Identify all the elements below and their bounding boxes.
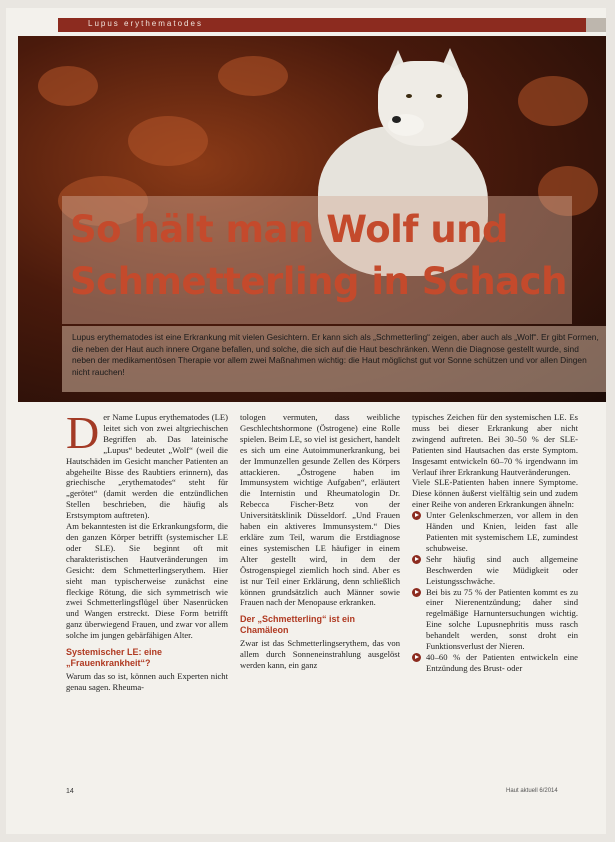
drop-cap: D <box>66 407 100 458</box>
hero-photo <box>18 36 606 402</box>
lead-box <box>62 326 606 392</box>
wolf-nose <box>392 116 401 123</box>
subheading: Systemischer LE: eine „Frauenkrankheit“? <box>66 647 163 669</box>
magazine-page <box>6 8 606 834</box>
bullet-text: 40–60 % der Patienten entwickeln eine Entzündung des Brust- oder <box>426 651 578 673</box>
bullet-item <box>412 652 578 674</box>
wolf-head <box>378 61 468 146</box>
paragraph: Warum das so ist, können auch Experten nicht genau sagen. Rheuma- <box>66 671 228 692</box>
issue-label: Haut aktuell 6/2014 <box>506 788 558 794</box>
section-label: Lupus erythematodes <box>88 19 203 28</box>
autumn-leaf <box>128 116 208 166</box>
bullet-text: Bei bis zu 75 % der Patienten kommt es zu einer Nierenentzündung; daher sind regelmäßige Harnuntersuchungen wichtig. Eine solche Lupusnephritis muss rasch behandelt werden, sonst droht ein Funktionsverlust der Nieren. <box>426 586 578 652</box>
arrow-bullet-icon <box>412 588 421 597</box>
wolf-eye <box>406 94 412 98</box>
paragraph: Viele SLE-Patienten haben innere Symptome. Diese können äußerst vielfältig sein und zudem einer Reihe von anderen Erkrankungen ähneln: <box>412 477 578 510</box>
bullet-text: Sehr häufig sind auch allgemeine Beschwerden wie Müdigkeit oder Leistungsschwäche. <box>426 553 578 586</box>
paragraph: Am bekanntesten ist die Erkrankungsform, die den ganzen Körper betrifft (systemischer LE oder SLE). Sie beginnt oft mit charakteristischen Hautveränderungen im Gesicht: dem Schmetterlingserythem. Hier sieht man typischerweise zunächst eine fleckige Rötung, die sich symmetrisch wie zwei Schmetterlingsflügel über Nasenrücken und Wangen erstreckt. Diese Form betrifft ganz überwiegend Frauen, und zwar vor allem solche im jungen gebärfähigen Alter. <box>66 521 228 641</box>
arrow-bullet-icon <box>412 511 421 520</box>
subheading: Der „Schmetterling“ ist ein Chamäleon <box>240 614 356 636</box>
paragraph: er Name Lupus erythematodes (LE) leitet sich von zwei altgriechischen Begriffen ab. Das lateinische „Lupus“ bedeutet „Wolf“ (weil die Hautschäden im Gesicht mancher Patienten an abgeheilte Bisse des Raubtiers erinnern), das griechische „erythematodes“ steht für „gerötet“ (damit werden die entzündlichen Stellen beschrieben, die häufig als Erstsymptom auftreten). <box>66 412 228 521</box>
wolf-eye <box>436 94 442 98</box>
bullet-item <box>412 587 578 652</box>
paragraph: tologen vermuten, dass weibliche Geschlechtshormone (Östrogene) eine Rolle spielen. Beim LE, so viel ist gesichert, handelt es sich um eine Autoimmunerkrankung, bei der Immunzellen gesunde Zellen des Körpers attackieren. „Östrogene haben im Immunsystem wichtige Aufgaben“, erläutert die Internistin und Rheumatologin Dr. Rebecca Fischer-Betz von der Universitätsklinik Düsseldorf. „Und Frauen haben ein aktiveres Immunsystem.“ Dies erkläre zum Teil, warum die Erstdiagnose eines systemischen LE häufiger in einem Alter gestellt wird, in dem der Östrogenspiegel ziemlich hoch sind. Aber es ist nur Teil einer Erklärung, denn schließlich können grundsätzlich auch Männer sowie Frauen nach der Menopause erkranken. <box>240 412 400 608</box>
autumn-leaf <box>38 66 98 106</box>
page-number: 14 <box>66 788 74 795</box>
arrow-bullet-icon <box>412 555 421 564</box>
section-header-bar <box>58 18 606 32</box>
text-column-2 <box>240 412 400 671</box>
bullet-item <box>412 554 578 587</box>
autumn-leaf <box>518 76 588 126</box>
article-headline: So hält man Wolf und Schmetterling in Schach <box>70 208 567 303</box>
paragraph: typisches Zeichen für den systemischen LE. Es muss bei dieser Erkrankung aber nicht zwingend auftreten. Bei 30–50 % der SLE-Patienten sind Hautsachen das erste Symptom. Insgesamt entwickeln 60–70 % irgendwann im Verlauf ihrer Erkrankung Hautveränderungen. <box>412 412 578 477</box>
text-column-1 <box>66 407 228 693</box>
article-lead: Lupus erythematodes ist eine Erkrankung mit vielen Gesichtern. Er kann sich als „Schmetterling“ zeigen, aber auch als „Wolf“. Er gibt Formen, die neben der Haut auch innere Organe befallen, und solche, die sich auf die Haut beschränken. Wenn die Diagnose gestellt wurde, sind neben der medikamentösen Therapie vor allem zwei Maßnahmen wichtig: die Haut möglichst gut vor Sonne schützen und vor allen Dingen nicht rauchen! <box>72 332 599 377</box>
headline-box <box>62 196 572 324</box>
text-column-3 <box>412 412 578 674</box>
header-mark <box>586 18 606 32</box>
bullet-item <box>412 510 578 554</box>
autumn-leaf <box>218 56 288 96</box>
bullet-text: Unter Gelenkschmerzen, vor allem in den Händen und Knien, leiden fast alle Patienten mit systemischem LE, zumindest schubweise. <box>426 510 578 553</box>
arrow-bullet-icon <box>412 653 421 662</box>
paragraph: Zwar ist das Schmetterlingserythem, das von allem durch Sonneneinstrahlung ausgelöst werden kann, ein ganz <box>240 638 400 671</box>
